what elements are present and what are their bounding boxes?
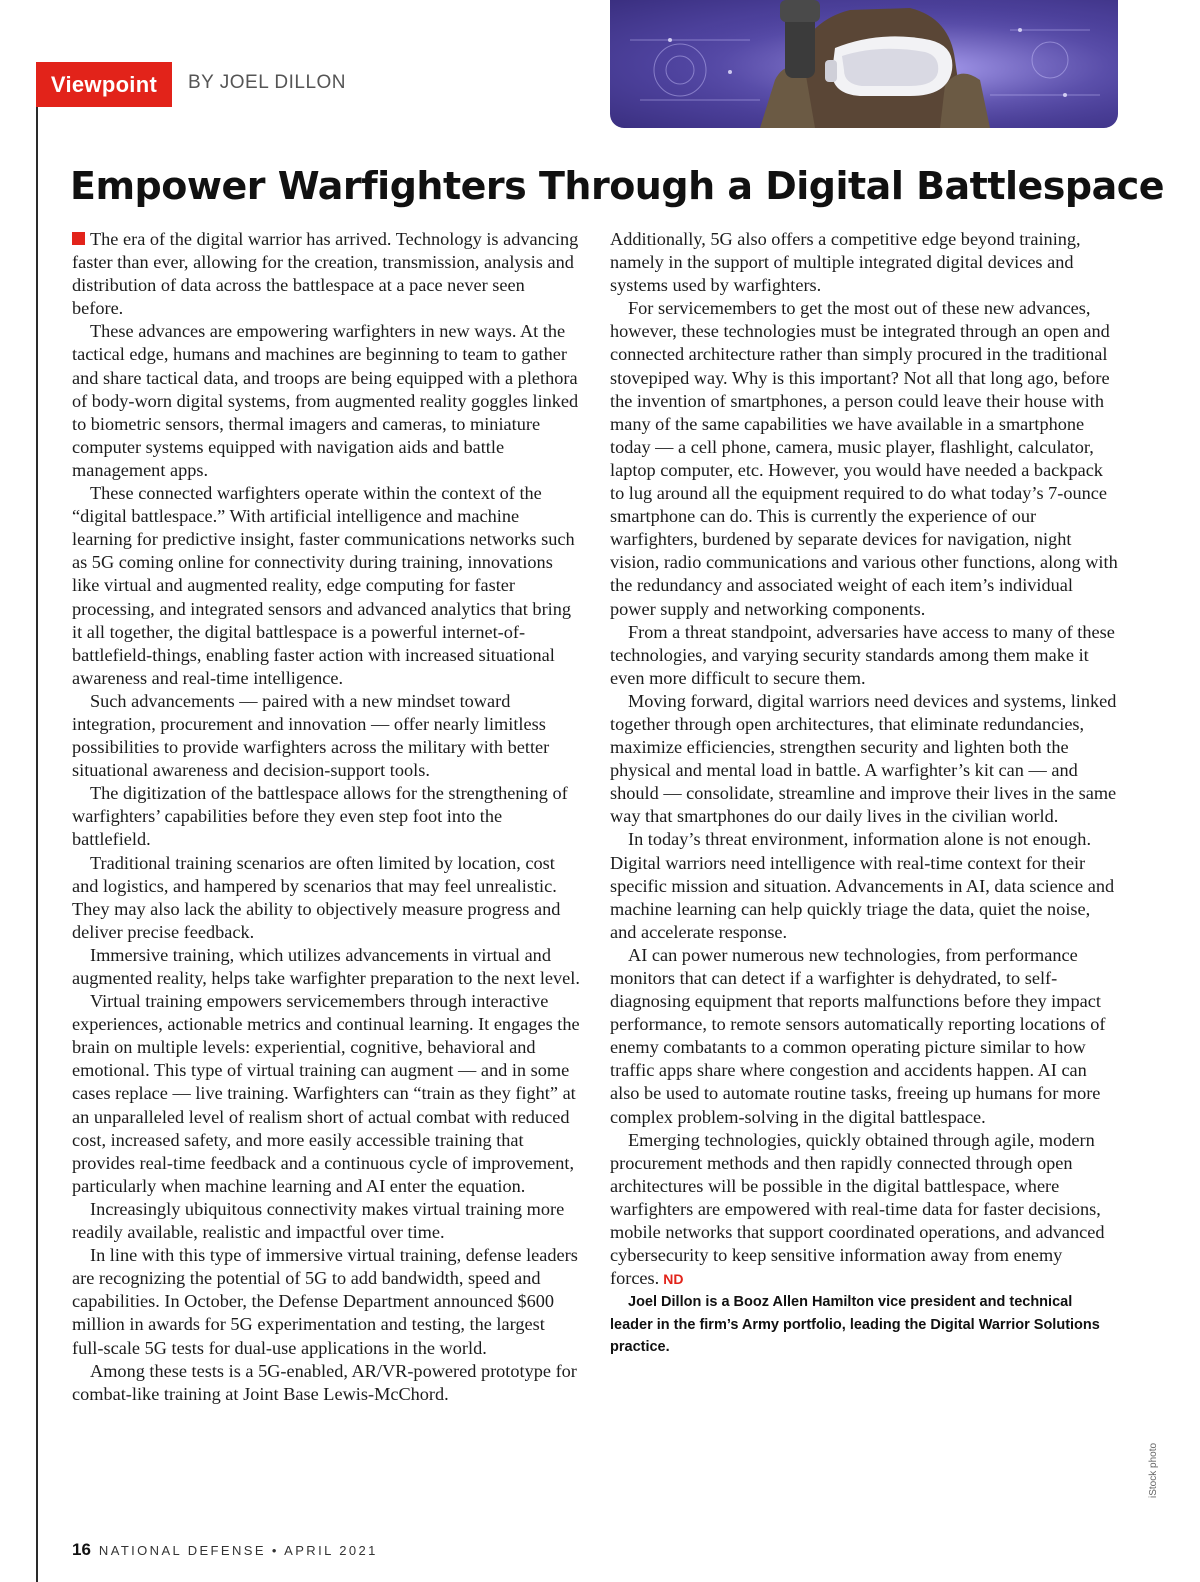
article-paragraph: Among these tests is a 5G-enabled, AR/VR-powered prototype for combat-like training at Joint Base Lewis-McChord. <box>72 1360 577 1404</box>
page-number: 16 <box>72 1540 91 1559</box>
article-paragraph: Such advancements — paired with a new mindset toward integration, procurement and innovation — offer nearly limitless possibilities to provide warfighters across the military with better situational awareness and decision-support tools. <box>72 690 550 781</box>
article-paragraph: Traditional training scenarios are often limited by location, cost and logistics, and hampered by scenarios that may feel unrealistic. They may also lack the ability to objectively measure progress and deliver precise feedback. <box>72 852 561 942</box>
article-column-left <box>72 228 580 1406</box>
article-paragraph: These connected warfighters operate within the context of the “digital battlespace.” With artificial intelligence and machine learning for predictive insight, faster communications networks such as 5G coming online for connectivity during training, innovations like virtual and augmented reality, edge computing for faster processing, and integrated sensors and advanced analytics that bring it all together, the digital battlespace is a powerful internet-of-battlefield-things, enabling faster action with increased situational awareness and real-time intelligence. <box>72 483 575 688</box>
section-tag: Viewpoint <box>36 62 172 107</box>
article-paragraph: For servicemembers to get the most out of these new advances, however, these technologies must be integrated through an open and connected architecture rather than simply procured in the traditional stovepiped way. Why is this important? Not all that long ago, before the invention of smartphones, a person could leave their house with many of the same capabilities we have available in a smartphone today — a cell phone, camera, music player, flashlight, calculator, laptop computer, etc. However, you would have needed a backpack to lug around all the equipment required to do what today’s 7-ounce smartphone can do. This is currently the experience of our warfighters, burdened by separate devices for navigation, night vision, radio communications and various other functions, along with the redundancy and associated weight of each item’s individual power supply and networking components. <box>610 298 1118 619</box>
publication-line: NATIONAL DEFENSE • APRIL 2021 <box>98 1543 378 1558</box>
byline: BY JOEL DILLON <box>188 72 347 93</box>
article-paragraph: Additionally, 5G also offers a competitive edge beyond training, namely in the support of multiple integrated digital devices and systems used by warfighters. <box>610 229 1081 296</box>
article-paragraph: Increasingly ubiquitous connectivity makes virtual training more readily available, realistic and impactful over time. <box>72 1198 565 1243</box>
article-paragraph: Immersive training, which utilizes advancements in virtual and augmented reality, helps take warfighter preparation to the next level. <box>72 944 580 988</box>
article-paragraph: The digitization of the battlespace allows for the strengthening of warfighters’ capabilities before they even step foot into the battlefield. <box>72 783 568 850</box>
page-footer <box>72 1540 378 1560</box>
article-paragraph: In today’s threat environment, information alone is not enough. Digital warriors need intelligence with real-time context for their specific mission and situation. Advancements in AI, data science and machine learning can help quickly triage the data, quiet the noise, and accelerate response. <box>610 829 1115 942</box>
article-paragraph: Virtual training empowers servicemembers through interactive experiences, actionable metrics and continual learning. It engages the brain on multiple levels: experiential, cognitive, behavioral and emotional. This type of virtual training can augment — and in some cases replace — live training. Warfighters can “train as they fight” at an unparalleled level of realism short of actual combat with reduced cost, increased safety, and more easily accessible training that provides real-time feedback and a continuous cycle of improvement, particularly when machine learning and AI enter the equation. <box>72 991 580 1196</box>
article-paragraph: These advances are empowering warfighters in new ways. At the tactical edge, humans and machines are beginning to team to gather and share tactical data, and troops are being equipped with a plethora of body-worn digital systems, from augmented reality goggles linked to biometric sensors, thermal imagers and cameras, to miniature computer systems equipped with navigation aids and battle management apps. <box>72 321 579 480</box>
article-paragraph: From a threat standpoint, adversaries have access to many of these technologies, and varying security standards among them make it even more difficult to secure them. <box>610 621 1115 688</box>
article-paragraph: AI can power numerous new technologies, from performance monitors that can detect if a warfighter is dehydrated, to self-diagnosing equipment that reports malfunctions before they impact performance, to remote sensors automatically reporting locations of enemy combatants to a common operating picture similar to how traffic apps share where congestion and accidents happen. AI can also be used to automate routine tasks, freeing up humans for more complex problem-solving in the digital battlespace. <box>610 944 1106 1127</box>
end-mark: ND <box>663 1271 684 1288</box>
article-paragraph: Moving forward, digital warriors need devices and systems, linked together through open architectures, that eliminate redundancies, maximize efficiencies, strengthen security and lighten both the physical and mental load in battle. A warfighter’s kit can — and should — consolidate, streamline and improve their lives in the same way that smartphones do our daily lives in the civilian world. <box>610 690 1117 827</box>
article-paragraph: Emerging technologies, quickly obtained through agile, modern procurement methods and then rapidly connected through open architectures will be possible in the digital battlespace, where warfighters are empowered with real-time data for faster decisions, mobile networks that support coordinated operations, and advanced cybersecurity to keep sensitive information away from enemy forces. ND <box>610 1129 1105 1289</box>
author-bio: Joel Dillon is a Booz Allen Hamilton vice president and technical leader in the firm’s Army portfolio, leading the Digital Warrior Solutions practice. <box>610 1294 1100 1356</box>
left-margin-rule <box>36 62 38 1582</box>
red-square-icon <box>72 232 85 245</box>
article-column-right <box>610 228 1118 1359</box>
article-paragraph: The era of the digital warrior has arrived. Technology is advancing faster than ever, allowing for the creation, transmission, analysis and distribution of data across the battlespace at a pace never seen before. <box>72 229 579 319</box>
vr-headset-soldier-photo <box>610 0 1118 128</box>
photo-credit: iStock photo <box>1148 1442 1159 1498</box>
article-paragraph: In line with this type of immersive virtual training, defense leaders are recognizing the potential of 5G to add bandwidth, speed and capabilities. In October, the Defense Department announced $600 million in awards for 5G experimentation and testing, the largest full-scale 5G tests for dual-use applications in the world. <box>72 1245 578 1358</box>
article-headline: Empower Warfighters Through a Digital Battlespace <box>70 164 1165 208</box>
